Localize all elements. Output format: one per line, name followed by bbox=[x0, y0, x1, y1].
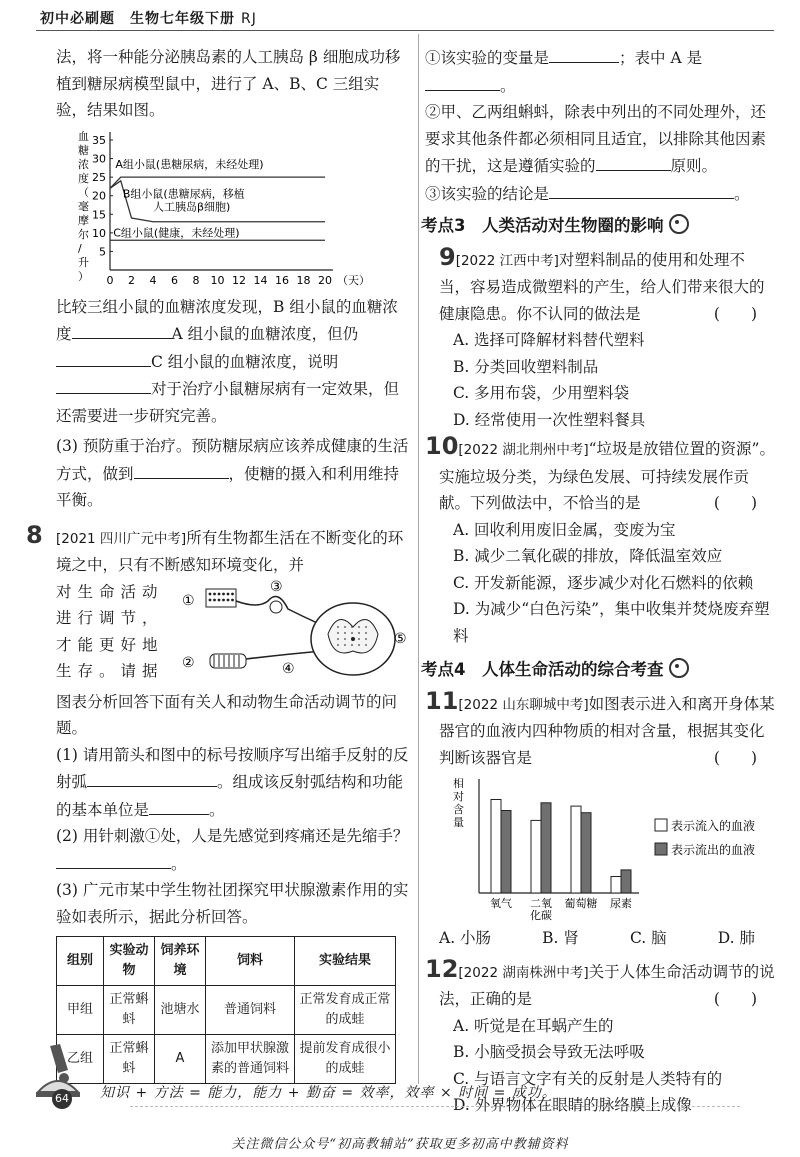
table-row bbox=[57, 986, 396, 1035]
option: D. 为减少“白色污染”，集中收集并焚烧废弃塑料 bbox=[453, 600, 770, 645]
x-tick-label: 12 bbox=[232, 273, 246, 287]
q11-number: 11 bbox=[425, 686, 459, 715]
skin-dot bbox=[209, 598, 212, 601]
label-4: ④ bbox=[282, 660, 295, 677]
q11-stem: 如图表示进入和离开身体某器官的血液内四种物质的相对含量，根据其变化判断该器官是 bbox=[439, 694, 775, 767]
q8-source: [2021 四川广元中考] bbox=[56, 530, 187, 547]
r-sub3: ③该实验的结论是 。 bbox=[425, 180, 775, 208]
grey-dot bbox=[365, 632, 367, 634]
legend-label: 表示流入的血液 bbox=[671, 819, 756, 833]
footer-notice: 关注微信公众号“初高教辅站”获取更多初高中教辅资料 bbox=[231, 1137, 569, 1152]
grey-dot bbox=[365, 644, 367, 646]
table-cell: 正常发育成正常的成蛙 bbox=[295, 986, 396, 1035]
bar bbox=[581, 813, 591, 893]
option: A. 听觉是在耳蜗产生的 bbox=[453, 1016, 614, 1035]
option: D. 外界物体在眼睛的脉络膜上成像 bbox=[453, 1096, 692, 1114]
question-8 bbox=[26, 520, 410, 1085]
x-tick-label: 二氧 bbox=[530, 897, 552, 910]
x-tick-label: 2 bbox=[128, 273, 135, 287]
series-label: B组小鼠(患糖尿病，移植 bbox=[122, 187, 245, 201]
grey-dot bbox=[351, 644, 353, 646]
skin-dot bbox=[222, 598, 225, 601]
option: B. 小脑受损会导致无法呼吸 bbox=[453, 1043, 645, 1061]
q7-sub3: (3) 预防重于治疗。预防糖尿病应该养成健康的生活方式，做到 ，使糖的摄入和利用维持平衡。 bbox=[56, 437, 409, 509]
legend-swatch bbox=[655, 819, 667, 831]
bar bbox=[491, 800, 501, 894]
x-tick-label: 尿素 bbox=[610, 897, 632, 910]
q8-sub3: (3) 广元市某中学生物社团探究甲状腺激素作用的实验如表所示，据此分析回答。 bbox=[56, 881, 409, 926]
q7-intro: 法，将一种能分泌胰岛素的人工胰岛 β 细胞成功移植到糖尿病模型鼠中，进行了 A、B、C 三组实验，结果如图。 bbox=[56, 48, 401, 119]
book-title: 初中必刷题 生物七年级下册 bbox=[40, 11, 235, 27]
table-cell: 乙组 bbox=[57, 1035, 104, 1084]
y-tick-label: 25 bbox=[92, 170, 106, 184]
table-row bbox=[57, 1035, 396, 1084]
q9-source: [2022 江西中考] bbox=[455, 252, 559, 269]
option: D. 肺 bbox=[717, 929, 755, 947]
header-rule bbox=[36, 30, 774, 31]
q8-stem1: 所有生物都生活在不断变化的环境之中，只有不断感知环境变化，并 bbox=[56, 528, 404, 574]
table-header: 实验动物 bbox=[104, 937, 155, 986]
grey-dot bbox=[337, 632, 339, 634]
y-axis-label: 相对含量 bbox=[453, 777, 464, 829]
left-column bbox=[26, 44, 410, 1084]
answer-paren: ( ) bbox=[713, 748, 757, 767]
y-tick-label: 30 bbox=[92, 152, 106, 166]
label-2: ② bbox=[182, 654, 195, 671]
q8-number: 8 bbox=[26, 520, 43, 549]
bar bbox=[571, 806, 581, 893]
x-tick-label: 0 bbox=[106, 273, 114, 287]
table-cell: 池塘水 bbox=[155, 986, 206, 1035]
bar bbox=[611, 877, 621, 894]
option: C. 与语言文字有关的反射是人类特有的 bbox=[453, 1069, 723, 1088]
option: A. 选择可降解材料替代塑料 bbox=[453, 331, 645, 349]
answer-paren: ( ) bbox=[713, 304, 757, 323]
skin-dot bbox=[227, 592, 230, 595]
option: B. 分类回收塑料制品 bbox=[453, 357, 599, 376]
page-number: 64 bbox=[52, 1089, 72, 1109]
option: B. 减少二氧化碳的排放，降低温室效应 bbox=[453, 547, 723, 565]
question-9 bbox=[425, 244, 775, 434]
y-tick-label: 15 bbox=[92, 207, 106, 221]
q12-source: [2022 湖南株洲中考] bbox=[458, 964, 589, 981]
table-cell: 添加甲状腺激素的普通饲料 bbox=[206, 1035, 295, 1084]
target-icon bbox=[669, 658, 689, 678]
blood-sugar-line-chart bbox=[70, 129, 370, 290]
table-header: 实验结果 bbox=[295, 937, 396, 986]
skin-dot bbox=[231, 598, 234, 601]
table-header: 组别 bbox=[57, 937, 104, 986]
x-tick-label: 氧气 bbox=[490, 897, 512, 910]
grey-dot bbox=[344, 632, 346, 634]
answer-paren: ( ) bbox=[713, 990, 757, 1008]
grey-dot bbox=[351, 626, 353, 628]
x-tick-label: 葡萄糖 bbox=[564, 897, 598, 910]
option: B. 肾 bbox=[542, 929, 579, 947]
x-tick-label: 化碳 bbox=[530, 909, 552, 922]
skin-dot bbox=[209, 592, 212, 595]
answer-paren: ( ) bbox=[713, 494, 757, 512]
receptor-skin bbox=[206, 589, 236, 607]
section-heading-4: 考点4 人体生命活动的综合考查 bbox=[421, 657, 775, 684]
q9-stem: 对塑料制品的使用和处理不当，容易造成微塑料的产生，给人们带来很大的健康隐患。你不认同的做法是 bbox=[439, 250, 765, 323]
bar bbox=[621, 870, 631, 893]
grey-dot bbox=[344, 644, 346, 646]
table-header: 饲料 bbox=[206, 937, 295, 986]
column-divider bbox=[418, 34, 419, 1084]
grey-dot bbox=[365, 638, 367, 640]
series-label: A组小鼠(患糖尿病，未经处理) bbox=[115, 157, 264, 171]
x-tick-label: 18 bbox=[296, 273, 311, 287]
q7-para1: 比较三组小鼠的血糖浓度发现，B 组小鼠的血糖浓度 A 组小鼠的血糖浓度，但仍C 组小鼠的血糖浓度，说明对于治疗小鼠糖尿病有一定效果，但还需要进一步研究完善。 bbox=[56, 297, 400, 425]
bar bbox=[541, 803, 551, 893]
option: D. 经常使用一次性塑料餐具 bbox=[453, 410, 646, 429]
series-label: C组小鼠(健康，未经处理) bbox=[113, 226, 240, 240]
q12-stem: 关于人体生命活动调节的说法，正确的是 bbox=[439, 962, 775, 1008]
x-tick-label: 16 bbox=[275, 273, 289, 287]
legend-label: 表示流出的血液 bbox=[671, 843, 756, 857]
bar bbox=[531, 820, 541, 893]
effector-muscle bbox=[210, 654, 246, 668]
grey-dot bbox=[344, 626, 346, 628]
footer-motto: 知识 + 方法 = 能力，能力 + 勤奋 = 效率，效率 × 时间 = 成功。 bbox=[100, 1085, 557, 1101]
grey-dot bbox=[365, 626, 367, 628]
y-tick-label: 20 bbox=[92, 189, 106, 203]
label-3: ③ bbox=[270, 578, 283, 595]
blood-substance-bar-chart bbox=[439, 775, 779, 925]
experiment-table bbox=[56, 936, 396, 1084]
footer-rule bbox=[130, 1106, 740, 1107]
table-cell: A bbox=[155, 1035, 206, 1084]
skin-dot bbox=[213, 592, 216, 595]
q9-number: 9 bbox=[439, 242, 456, 271]
right-column bbox=[421, 44, 775, 1119]
skin-dot bbox=[227, 598, 230, 601]
grey-dot bbox=[358, 638, 360, 640]
question-10 bbox=[425, 433, 775, 649]
question-11 bbox=[425, 688, 775, 952]
option: C. 多用布袋，少用塑料袋 bbox=[453, 384, 630, 402]
table-cell: 正常蝌蚪 bbox=[104, 986, 155, 1035]
x-tick-label: 4 bbox=[149, 273, 157, 287]
q11-source: [2022 山东聊城中考] bbox=[458, 696, 589, 713]
x-tick-label: 8 bbox=[192, 273, 200, 287]
y-tick-label: 10 bbox=[92, 226, 106, 240]
target-icon bbox=[669, 214, 689, 234]
grey-dot bbox=[358, 632, 360, 634]
q10-number: 10 bbox=[425, 432, 459, 460]
y-tick-label: 5 bbox=[99, 244, 106, 258]
option: C. 脑 bbox=[630, 929, 667, 947]
grey-dot bbox=[351, 632, 353, 634]
label-5: ⑤ bbox=[394, 630, 407, 647]
skin-dot bbox=[231, 592, 234, 595]
legend-swatch bbox=[655, 843, 667, 855]
q10-stem: “垃圾是放错位置的资源”。实施垃圾分类，为绿色发展、可持续发展作贡献。下列做法中，不恰当的是 bbox=[439, 440, 775, 512]
series-label: 人工胰岛β细胞) bbox=[153, 200, 231, 214]
central-canal bbox=[351, 637, 355, 641]
q10-source: [2022 湖北荆州中考] bbox=[458, 442, 589, 458]
section-heading-3: 考点3 人类活动对生物圈的影响 bbox=[421, 213, 775, 240]
x-tick-label: 10 bbox=[210, 273, 225, 287]
q8-stem3: 图表分析回答下面有关人和动物生命活动调节的问题。 bbox=[56, 692, 398, 737]
skin-dot bbox=[213, 598, 216, 601]
y-axis-label: 血糖浓度（毫摩尔/升） bbox=[78, 129, 89, 283]
r-sub2: ②甲、乙两组蝌蚪，除表中列出的不同处理外，还要求其他条件都必须相同且适宜，以排除其他因素的干扰，这是遵循实验的 原则。 bbox=[425, 103, 767, 175]
label-1: ① bbox=[182, 592, 195, 609]
table-cell: 正常蝌蚪 bbox=[104, 1035, 155, 1084]
ganglion bbox=[270, 601, 282, 613]
q11-options bbox=[439, 925, 775, 952]
option: A. 小肠 bbox=[439, 929, 492, 947]
table-cell: 甲组 bbox=[57, 986, 104, 1035]
bar bbox=[501, 811, 511, 894]
grey-dot bbox=[358, 626, 360, 628]
skin-dot bbox=[218, 598, 221, 601]
x-tick-label: 6 bbox=[171, 273, 178, 287]
grey-dot bbox=[337, 638, 339, 640]
y-tick-label: 35 bbox=[92, 133, 106, 147]
q8-sub1: (1) 请用箭头和图中的标号按顺序写出缩手反射的反射弧 。组成该反射弧结构和功能的基本单位是 。 bbox=[56, 745, 409, 819]
skin-dot bbox=[218, 592, 221, 595]
option: A. 回收利用废旧金属，变废为宝 bbox=[453, 520, 676, 539]
x-tick-label: 14 bbox=[253, 273, 268, 287]
grey-dot bbox=[337, 644, 339, 646]
table-header: 饲养环境 bbox=[155, 937, 206, 986]
reflex-arc-diagram bbox=[178, 579, 408, 689]
grey-dot bbox=[344, 638, 346, 640]
x-axis-label: （天） bbox=[337, 273, 370, 287]
table-cell: 提前发育成很小的成蛙 bbox=[295, 1035, 396, 1084]
skin-dot bbox=[222, 592, 225, 595]
running-header bbox=[40, 8, 257, 28]
grey-dot bbox=[358, 644, 360, 646]
q8-stem2: 对生命活动进行调节，才能更好地生存。请据 bbox=[56, 582, 164, 680]
option: C. 开发新能源，逐步减少对化石燃料的依赖 bbox=[453, 573, 754, 592]
q12-number: 12 bbox=[425, 954, 459, 983]
x-tick-label: 20 bbox=[318, 273, 332, 287]
table-cell: 普通饲料 bbox=[206, 986, 295, 1035]
edition-tag: RJ bbox=[241, 11, 257, 27]
grey-dot bbox=[337, 626, 339, 628]
r-sub1: ①该实验的变量是 ；表中 A 是。 bbox=[425, 44, 775, 99]
q8-sub2: (2) 用针刺激①处，人是先感觉到疼痛还是先缩手？。 bbox=[56, 827, 409, 873]
